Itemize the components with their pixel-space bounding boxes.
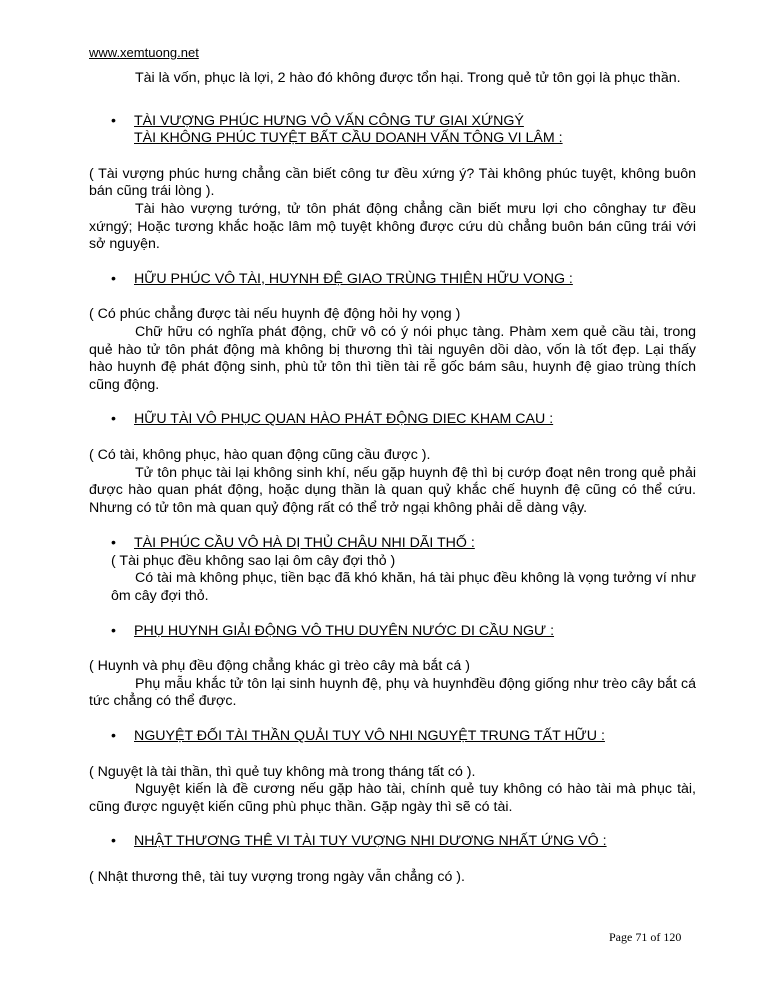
paragraph: Có tài mà không phục, tiền bạc đã khó khăn, há tài phục đều không là vọng tưởng ví như ôm cây đợi thỏ. [111,570,696,605]
heading-line: NGUYỆT ĐỐI TÀI THẦN QUẢI TUY VÔ NHI NGUYỆT TRUNG TẤT HỮU : [134,728,605,745]
paragraph: Tài là vốn, phục là lợi, 2 hào đó không được tổn hại. Trong quẻ tử tôn gọi là phục thần. [135,70,681,86]
paragraph: Phụ mẫu khắc tử tôn lại sinh huynh đệ, phụ và huynhđều động giống như trèo cây bắt cá tức chẳng có thể được. [89,675,696,710]
paragraph: Chữ hữu có nghĩa phát động, chữ vô có ý nói phục tàng. Phàm xem quẻ cầu tài, trong quẻ hào tử tôn phát động mà không bị thương thì tài nguyên dồi dào, vốn là tốt đẹp. Lại thấy hào huynh đệ phát động sinh, phù tử tôn thì tiền tài rễ gốc bám sâu, huynh đệ giao trùng thích cũng động. [89,323,696,393]
paragraph: ( Nhật thương thê, tài tuy vượng trong ngày vẫn chẳng có ). [89,869,465,885]
section-heading [89,623,696,641]
paragraph: Tử tôn phục tài lại không sinh khí, nếu gặp huynh đệ thì bị cướp đoạt nên trong quẻ phải được hào quan phát động, hoặc dụng thần là quan quỷ khắc chế huynh đệ cũng có thể cứu. Nhưng có tử tôn mà quan quỷ động rất có thể trở ngại không phải dễ dàng vậy. [89,464,696,516]
heading-line: TÀI KHÔNG PHÚC TUYỆT BẤT CẦU DOANH VẤN TÔNG VI LÂM : [134,130,563,147]
section-heading [89,271,696,289]
paragraph: Tài hào vượng tướng, tử tôn phát động chẳng cần biết mưu lợi cho cônghay tư đều xứngý; Hoặc tương khắc hoặc lâm mộ tuyệt không được cứu dù chẳng buôn bán cũng trái với sở nguyện. [89,200,696,253]
indented-block [89,553,696,606]
heading-line: TÀI PHÚC CẦU VÔ HÀ DỊ THỦ CHÂU NHI DÃI THỐ : [134,535,475,552]
heading-line: TÀI VƯỢNG PHÚC HƯNG VÔ VẤN CÔNG TƯ GIAI XỨNGÝ [134,112,524,129]
section-heading [89,728,696,746]
bullet-icon: • [111,728,116,745]
bullet-icon: • [111,112,116,129]
bullet-icon: • [111,833,116,850]
bullet-icon: • [111,270,116,287]
site-link[interactable]: www.xemtuong.net [89,45,199,60]
bullet-icon: • [111,535,116,552]
bullet-icon: • [111,622,116,639]
paragraph: ( Có tài, không phục, hào quan động cũng cầu được ). [89,446,431,463]
paragraph: ( Tài phục đều không sao lại ôm cây đợi thỏ ) [111,552,396,569]
heading-line: HỮU PHÚC VÔ TÀI, HUYNH ĐỆ GIAO TRÙNG THIÊN HỮU VONG : [134,270,573,287]
heading-line: HỮU TÀI VÔ PHỤC QUAN HÀO PHÁT ĐỘNG DIEC KHAM CAU : [134,411,554,428]
section-heading [89,833,696,851]
bullet-icon: • [111,411,116,428]
heading-line: PHỤ HUYNH GIẢI ĐỘNG VÔ THU DUYÊN NƯỚC DI CẦU NGƯ : [134,622,555,639]
section-heading [89,411,696,429]
page-number: Page 71 of 120 [609,930,682,944]
page-content [89,70,696,887]
section-heading [89,113,696,148]
heading-line: NHẬT THƯƠNG THÊ VI TÀI TUY VƯỢNG NHI DƯƠNG NHẤT ỨNG VÔ : [134,833,607,850]
paragraph: ( Nguyệt là tài thần, thì quẻ tuy không mà trong tháng tất có ). [89,763,476,780]
paragraph: ( Tài vượng phúc hưng chẳng cần biết công tư đều xứng ý? Tài không phúc tuyệt, không buôn bán cũng trái lòng ). [89,165,696,200]
section-heading [89,535,696,553]
paragraph: ( Có phúc chẳng được tài nếu huynh đệ động hỏi hy vọng ) [89,306,461,323]
paragraph: ( Huynh và phụ đều động chẳng khác gì trèo cây mà bắt cá ) [89,658,470,675]
paragraph: Nguyệt kiến là đề cương nếu gặp hào tài, chính quẻ tuy không có hào tài mà phục tài, cũng được nguyệt kiến cũng phù phục thần. Gặp ngày thì sẽ có tài. [89,781,696,815]
